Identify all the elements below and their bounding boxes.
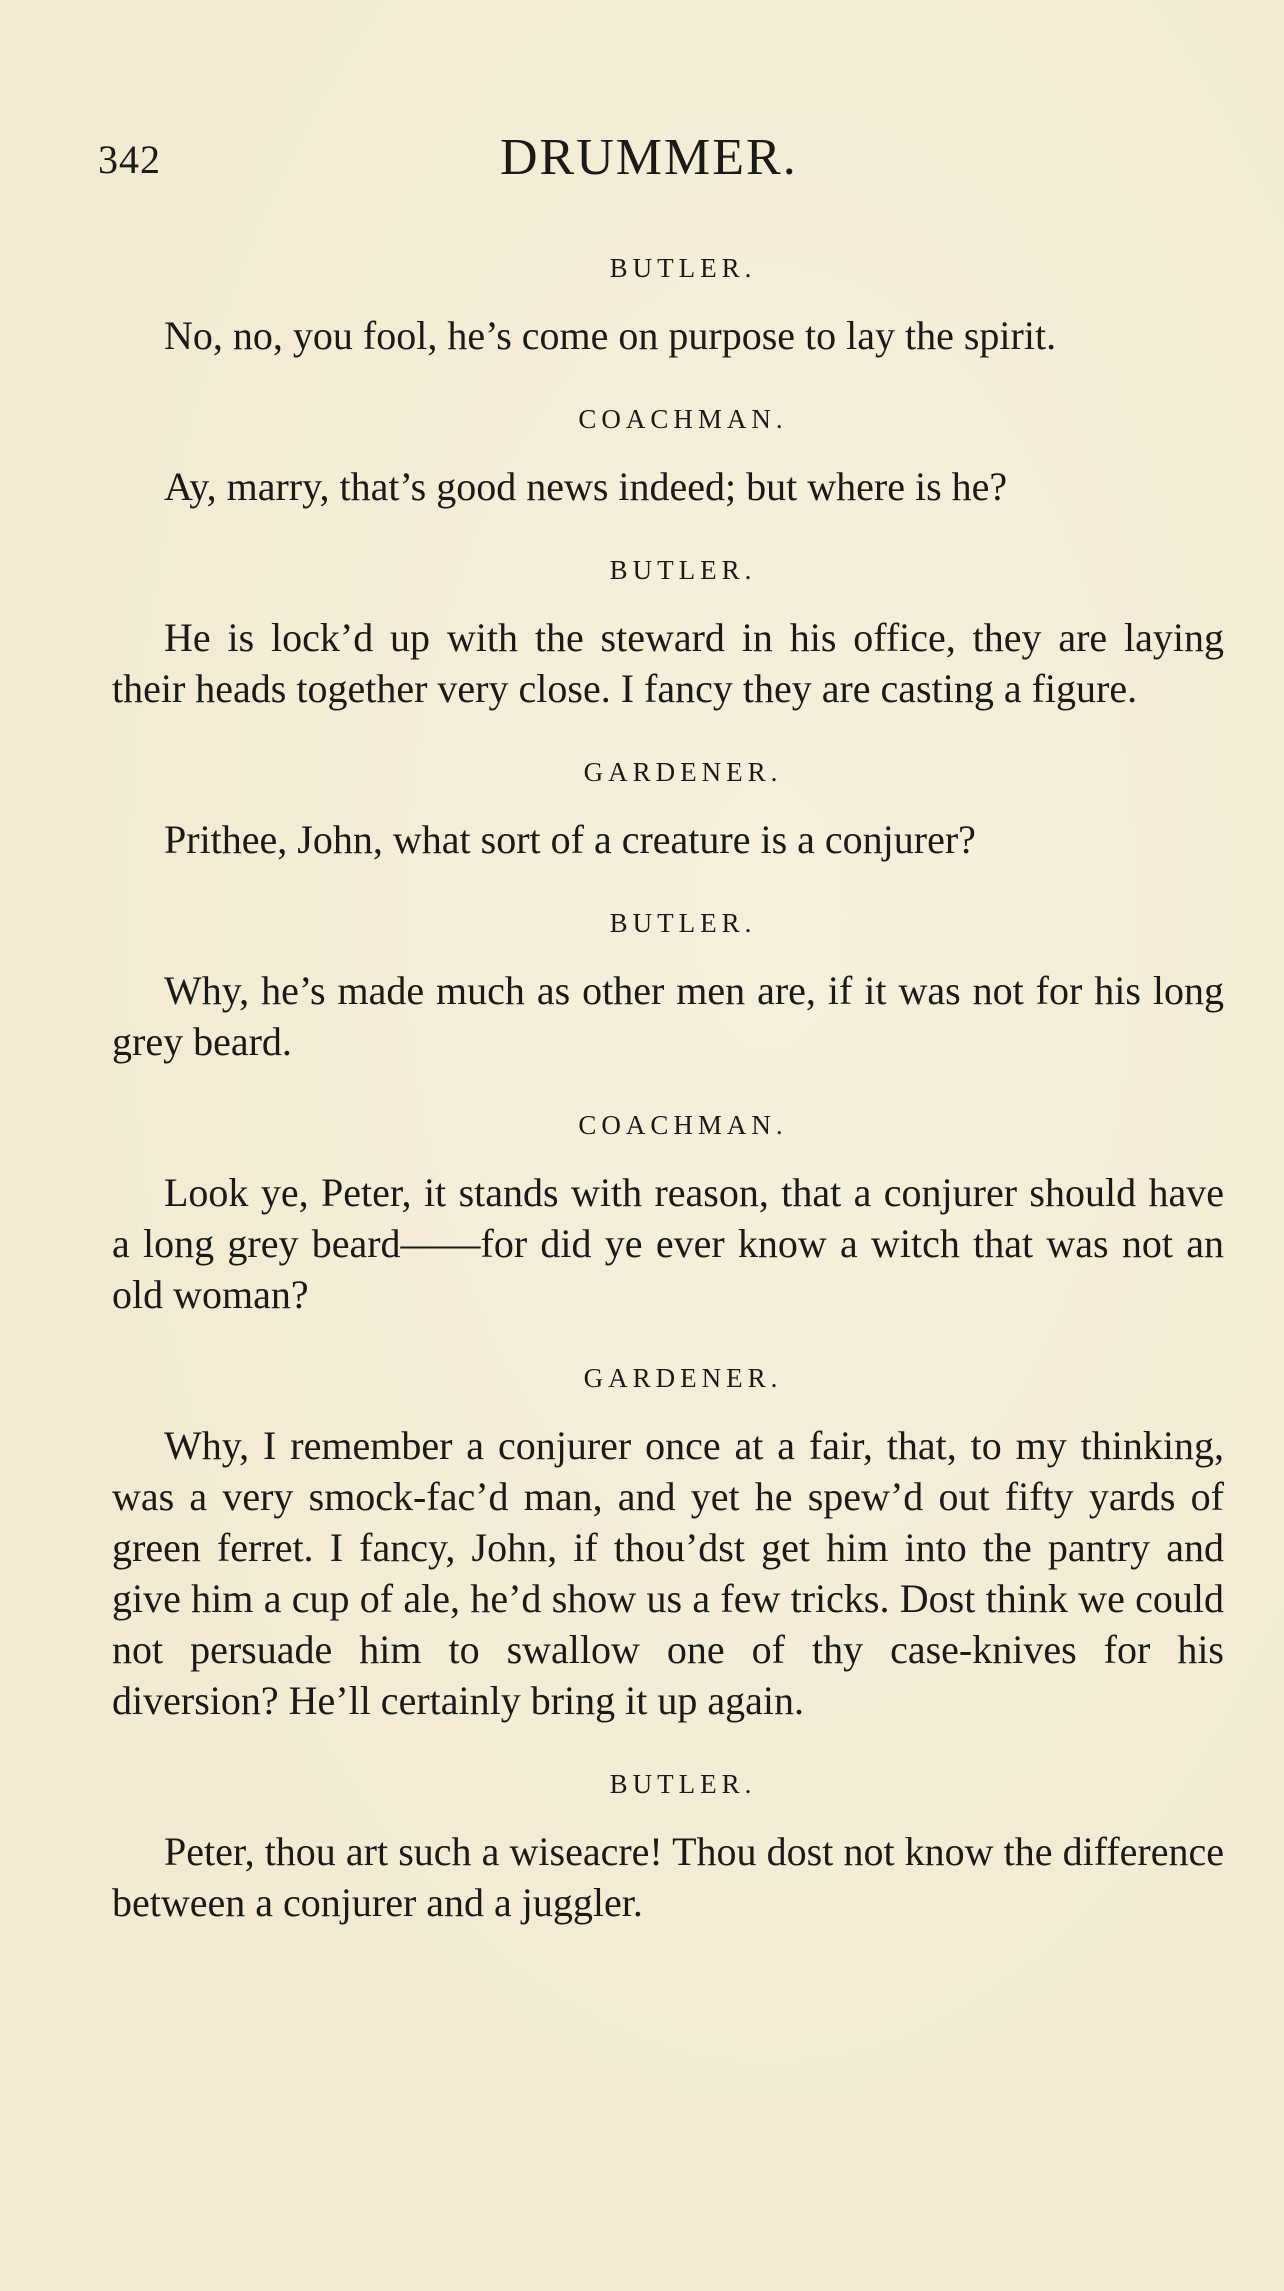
speaker-name: GARDENER.: [583, 757, 783, 787]
speech-text: Peter, thou art such a wiseacre! Thou dost not know the difference between a conjurer and a juggler.: [112, 1829, 1224, 1925]
page-header: [0, 128, 1284, 188]
speech-text: Why, I remember a conjurer once at a fair, that, to my thinking, was a very smock-fac’d man, and yet he spew’d out fifty yards of green ferret. I fancy, John, if thou’dst get him into the pantry and give him a cup of ale, he’d show us a few tricks. Dost think we could not persuade him to swallow one of thy case-knives for his diversion? He’ll certainly bring it up again.: [112, 1423, 1224, 1723]
speech-text: Look ye, Peter, it stands with reason, that a conjurer should have a long grey beard——for did ye ever know a witch that was not an old woman?: [112, 1170, 1224, 1317]
speech-text: Why, he’s made much as other men are, if it was not for his long grey beard.: [112, 968, 1224, 1064]
speech-text: He is lock’d up with the steward in his office, they are laying their heads together very close. I fancy they are casting a figure.: [112, 615, 1224, 711]
speaker-name: COACHMAN.: [578, 404, 788, 434]
dialogue-body: [112, 248, 1224, 1966]
speaker-name: BUTLER.: [609, 908, 757, 938]
speaker-name: BUTLER.: [609, 555, 757, 585]
dialogue-block: [112, 903, 1224, 1067]
speech-text: Prithee, John, what sort of a creature is a conjurer?: [164, 817, 976, 862]
dialogue-block: [112, 1358, 1224, 1726]
speaker-name: BUTLER.: [609, 253, 757, 283]
speaker-name: GARDENER.: [583, 1363, 783, 1393]
speaker-name: COACHMAN.: [578, 1110, 788, 1140]
dialogue-block: [112, 1105, 1224, 1320]
dialogue-block: [112, 1764, 1224, 1928]
dialogue-block: [112, 248, 1224, 361]
dialogue-block: [112, 550, 1224, 714]
running-head: DRUMMER.: [500, 129, 798, 186]
dialogue-block: [112, 752, 1224, 865]
speaker-name: BUTLER.: [609, 1769, 757, 1799]
speech-text: Ay, marry, that’s good news indeed; but where is he?: [164, 464, 1008, 509]
page-number: 342: [98, 137, 161, 182]
speech-text: No, no, you fool, he’s come on purpose to lay the spirit.: [164, 313, 1057, 358]
dialogue-block: [112, 399, 1224, 512]
